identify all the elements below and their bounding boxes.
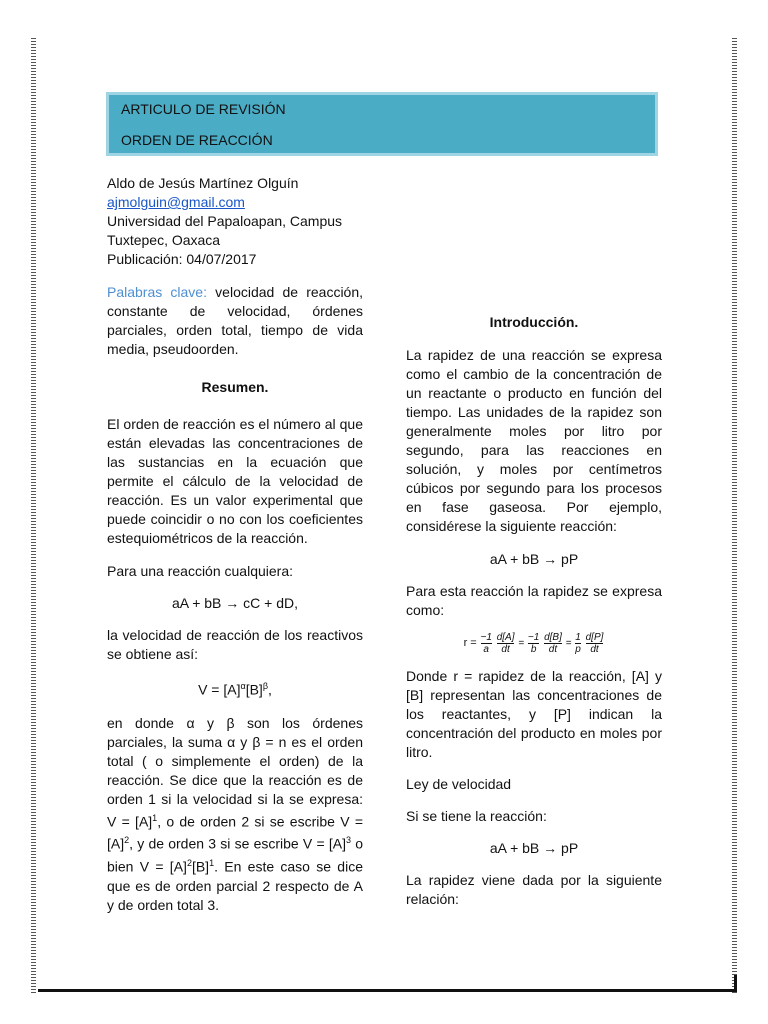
abstract-paragraph-1: El orden de reacción es el número al que están elevadas las concentraciones de las sustancias en la ecuación que permite el cálculo de la velocidad de reacción. Es un valor experimental que puede coincidir o no con los coeficientes estequiométricos de la reacción.: [107, 416, 363, 546]
keywords: [107, 283, 363, 359]
page-border-corner: [734, 975, 737, 992]
article-title: ORDEN DE REACCIÓN: [121, 132, 273, 148]
page-border-bottom: [38, 989, 736, 992]
author-affiliation: Universidad del Papaloapan, Campus: [107, 213, 343, 229]
author-affiliation-location: Tuxtepec, Oaxaca: [107, 232, 221, 248]
rate-law-heading: Ley de velocidad: [406, 776, 512, 792]
left-column: [107, 174, 363, 915]
introduction-paragraph-3: Donde r = rapidez de la reacción, [A] y [B] representan las concentraciones de los reactantes, y [P] indican la concentración del producto en moles por litro.: [406, 668, 662, 760]
page-border-right: [732, 38, 737, 993]
keywords-text: velocidad de reacción, constante de velocidad, órdenes parciales, orden total, tiempo de vida media, pseudoorden.: [107, 284, 364, 357]
abstract-paragraph-2: Para una reacción cualquiera:: [107, 563, 294, 579]
author-email-link[interactable]: ajmolguin@gmail.com: [107, 194, 245, 210]
abstract-heading: Resumen.: [201, 379, 269, 395]
abstract-paragraph-3: la velocidad de reacción de los reactivos se obtiene así:: [107, 627, 363, 662]
introduction-equation-2: aA + bB → pP: [489, 840, 579, 856]
author-name: Aldo de Jesús Martínez Olguín: [107, 175, 299, 191]
rate-formula: r = $\frac{-1}{a}$ $\frac{d[A]}{dt}$ = $\frac{-1}{b}$ $\frac{d[B]}{dt}$ = $\frac{1}{p}$ $\frac{d[P]}{dt}$: [463, 632, 604, 655]
abstract-equation-1: aA + bB → cC + dD,: [171, 595, 299, 611]
introduction-paragraph-6: La rapidez viene dada por la siguiente relación:: [406, 872, 662, 907]
article-header-box: [106, 92, 658, 156]
introduction-paragraph-2: Para esta reacción la rapidez se expresa como:: [406, 583, 662, 618]
abstract-paragraph-4: en donde α y β son los órdenes parciales, la suma α y β = n es el orden total ( o simplemente el orden) de la reacción. Se dice que la reacción es de orden 1 si la velocidad si la se expresa: $V = [A]^1$, o de orden 2 si se escribe $V = [A]^2$, y de orden 3 si se escribe $V = [A]^3$ o bien $V = [A]^2[B]^1$. En este caso se dice que es de orden parcial 2 respecto de A y de orden total 3.: [107, 714, 363, 913]
publication-date: Publicación: 04/07/2017: [107, 251, 257, 267]
right-column: [406, 313, 662, 909]
keywords-label: Palabras clave:: [107, 284, 207, 300]
introduction-paragraph-5: Si se tiene la reacción:: [406, 808, 547, 824]
introduction-equation-1: aA + bB → pP: [489, 551, 579, 567]
page-border-left: [31, 38, 36, 993]
abstract-equation-2: $V = [A]^\alpha[B]^\beta$,: [198, 681, 272, 698]
introduction-heading: Introducción.: [489, 314, 579, 330]
introduction-paragraph-1: La rapidez de una reacción se expresa como el cambio de la concentración de un reactante o producto en función del tiempo. Las unidades de la rapidez son generalmente moles por litro por segundo, para las reacciones en solución, y moles por centímetros cúbicos por segundo para los procesos en fase gaseosa. Por ejemplo, considérese la siguiente reacción:: [406, 347, 662, 534]
article-type: ARTICULO DE REVISIÓN: [121, 101, 286, 117]
